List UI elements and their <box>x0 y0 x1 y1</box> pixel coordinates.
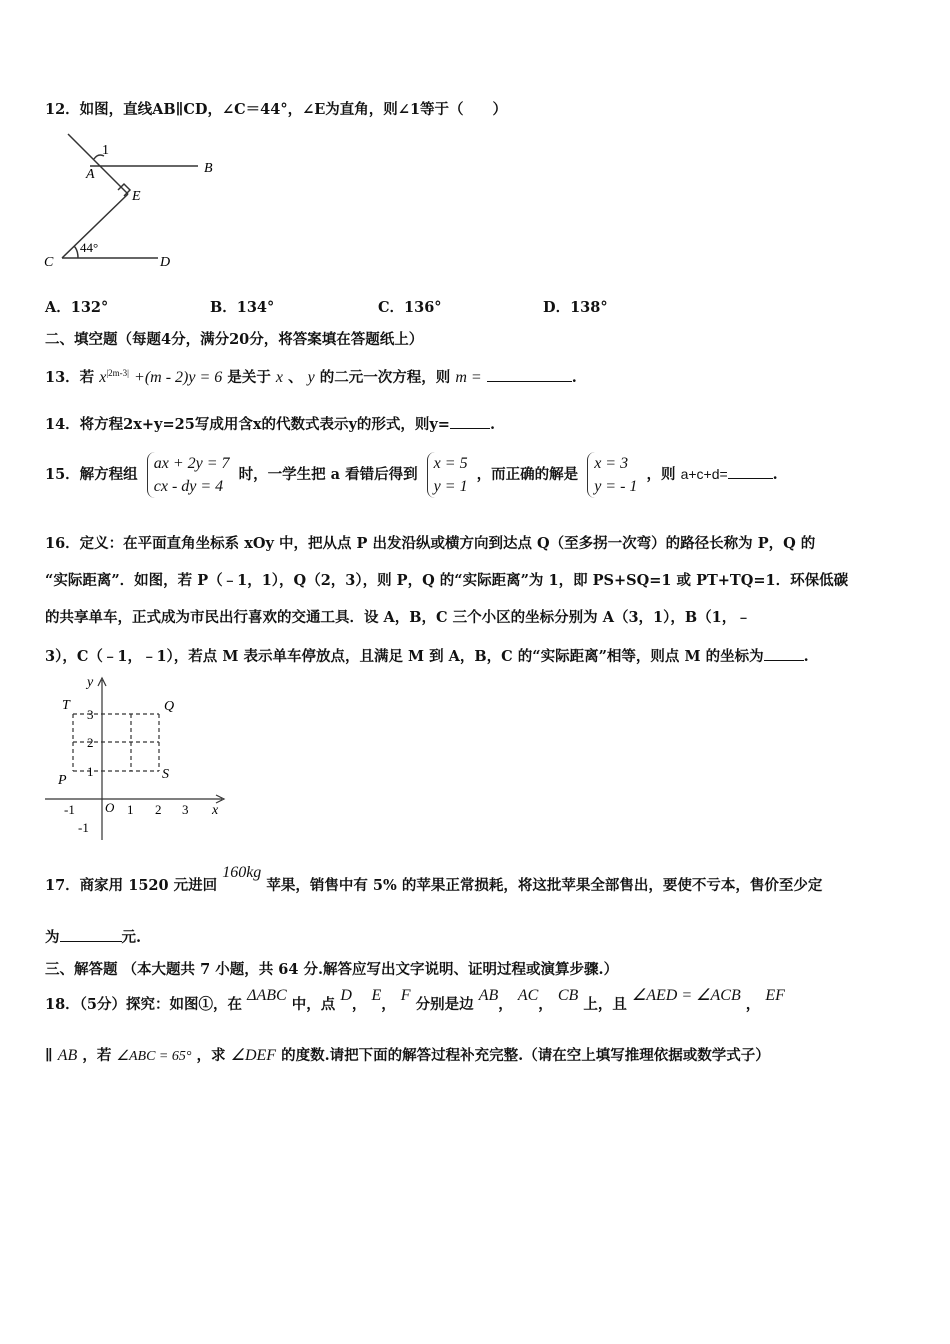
q15-mid2: ，而正确的解是 <box>476 466 579 483</box>
q18-side-ab: AB <box>478 987 499 1004</box>
q18-angle-eq: ∠AED = ∠ACB <box>631 987 741 1004</box>
q13-var2: y <box>307 368 315 386</box>
q18-side-cb: CB <box>557 987 579 1004</box>
q15-sys3-eq2: y = - 1 <box>594 478 638 495</box>
q17-line2-suffix: 元. <box>121 929 142 946</box>
q18-p4: 上，且 <box>583 996 627 1013</box>
q12-label-44: 44° <box>80 240 99 255</box>
q13-suffix: 是关于 <box>227 368 271 386</box>
q17-qty: 160kg <box>222 864 262 881</box>
q18-l2b: ，若 <box>82 1047 112 1064</box>
q13 <box>45 363 577 388</box>
q18-p2: 中，点 <box>291 996 336 1013</box>
q17 <box>45 864 823 896</box>
q16-label-O: O <box>105 800 115 815</box>
q16-line-1: 16．定义：在平面直角坐标系 xOy 中，把从点 P 出发沿纵或横方向到达点 Q（至多拐一次弯）的路径长称为 P，Q 的 <box>45 535 816 552</box>
section3-heading: 三、解答题 （本大题共 7 小题，共 64 分.解答应写出文字说明、证明过程或演算步骤.） <box>45 961 619 978</box>
q12-figure <box>40 128 230 273</box>
q15-sys2-eq2: y = 1 <box>433 478 468 495</box>
q13-end: . <box>571 368 577 386</box>
q18-l2c: ，求 <box>196 1047 226 1064</box>
q16-label-y3: 3 <box>87 707 94 722</box>
q18-comma: ， <box>745 996 761 1013</box>
q14-end: . <box>489 416 496 433</box>
q18-point-f: F <box>400 987 411 1004</box>
q16-line-2: “实际距离”．如图，若 P（﹣1，1），Q（2，3），则 P，Q 的“实际距离”为 1，即 PS+SQ=1 或 PT+TQ=1．环保低碳 <box>45 572 849 589</box>
q16-label-T: T <box>62 698 70 713</box>
q13-base: x <box>99 368 107 386</box>
q16-line-4 <box>45 646 809 667</box>
q15-sys2-eq1: x = 5 <box>433 455 468 472</box>
q13-suffix2: 的二元一次方程，则 <box>319 368 451 386</box>
q12-option-c: C．136° <box>378 299 442 316</box>
q13-m-eq: m = <box>455 368 482 386</box>
q15-mid3: ，则 <box>646 466 676 483</box>
q15-system-3 <box>587 452 637 498</box>
q13-answer-blank[interactable] <box>487 367 572 382</box>
q18-line-1: 18．（5分）探究：如图①，在 ΔABC 中，点 D， E， F 分别是边 AB， AC， CB 上，且 ∠AED = ∠ACB ， EF <box>45 987 785 1013</box>
q15-system-2 <box>427 452 468 498</box>
q16-label-S: S <box>162 767 169 782</box>
q13-var1: x <box>275 368 283 386</box>
q16-label-P: P <box>58 773 67 788</box>
q15-sys1-eq2: cx - dy = 4 <box>153 478 224 495</box>
q18-point-d: D <box>340 987 352 1004</box>
q12-label-E: E <box>132 189 141 204</box>
q18-line-2 <box>45 1046 770 1067</box>
q15-expr: a+c+d= <box>680 466 728 482</box>
q16-answer-blank[interactable] <box>764 646 804 661</box>
q16-line-3: 的共享单车，正式成为市民出行喜欢的交通工具．设 A，B，C 三个小区的坐标分别为 A（3，1），B（1，﹣ <box>45 609 751 626</box>
q18-ef: EF <box>765 987 785 1004</box>
q12-label-C: C <box>44 255 54 270</box>
q17-prefix: 17．商家用 1520 元进回 <box>45 877 218 894</box>
q12-label-A: A <box>86 167 95 182</box>
q13-sep: 、 <box>288 368 303 386</box>
q13-exponent: |2m-3| <box>106 368 129 378</box>
q18-p1: 18．（5分）探究：如图①，在 <box>45 996 243 1013</box>
q15-end: . <box>772 466 778 483</box>
q12-label-1: 1 <box>102 143 109 158</box>
q18-ab2: AB <box>57 1047 78 1064</box>
q18-side-ac: AC <box>517 987 539 1004</box>
q18-point-e: E <box>371 987 382 1004</box>
q17-line2-prefix: 为 <box>45 929 60 946</box>
q16-label-y2: 2 <box>87 735 94 750</box>
q15-mid1: 时，一学生把 a 看错后得到 <box>238 466 418 483</box>
q15-answer-blank[interactable] <box>728 464 773 479</box>
q14-text: 14．将方程2x+y=25写成用含x的代数式表示y的形式，则y= <box>45 416 450 433</box>
q18-angle-abc: ∠ABC = 65° <box>116 1049 192 1064</box>
q15-system-1 <box>147 452 230 498</box>
q18-l2d: 的度数.请把下面的解答过程补充完整.（请在空上填写推理依据或数学式子） <box>281 1047 770 1064</box>
q16-label-x1: 1 <box>127 802 134 817</box>
q18-p3: 分别是边 <box>415 996 474 1013</box>
q16-label-x2: 2 <box>155 802 162 817</box>
q17-suffix: 苹果，销售中有 5% 的苹果正常损耗，将这批苹果全部售出，要使不亏本，售价至少定 <box>266 877 823 894</box>
q15 <box>45 448 778 501</box>
q12-option-b: B．134° <box>210 299 275 316</box>
q16-end: . <box>803 648 809 665</box>
q12-stem: 12．如图，直线AB∥CD，∠C＝44°，∠E为直角，则∠1等于（ ） <box>45 101 508 118</box>
q16-label-x: x <box>212 803 219 818</box>
q13-middle: +(m - 2)y = 6 <box>134 368 223 386</box>
section2-heading: 二、填空题（每题4分，满分20分，将答案填在答题纸上） <box>45 331 424 348</box>
q18-parallel: ∥ <box>45 1047 53 1064</box>
q15-sys3-eq1: x = 3 <box>594 455 629 472</box>
q12-label-D: D <box>160 255 171 270</box>
q16-label-Q: Q <box>164 699 175 714</box>
q14-answer-blank[interactable] <box>450 414 490 429</box>
q16-grid-figure <box>40 672 235 844</box>
q12-option-d: D．138° <box>543 299 608 316</box>
q13-prefix: 13．若 <box>45 368 95 386</box>
q16-line-4-text: 3），C（﹣1，﹣1），若点 M 表示单车停放点，且满足 M 到 A，B，C 的“实际距离”相等，则点 M 的坐标为 <box>45 648 764 665</box>
q16-label-y: y <box>87 675 94 690</box>
q16-label-x3: 3 <box>182 802 189 817</box>
q14 <box>45 414 495 435</box>
q16-label-y1: 1 <box>87 764 94 779</box>
q17-answer-blank[interactable] <box>60 927 122 942</box>
q16-label-y-neg1: -1 <box>78 820 89 835</box>
q17-line-2 <box>45 927 141 948</box>
q15-prefix: 15．解方程组 <box>45 466 138 483</box>
q18-angle-def: ∠DEF <box>230 1047 277 1064</box>
q16-label-x-neg1: -1 <box>64 802 75 817</box>
q12-option-a: A．132° <box>45 299 109 316</box>
q15-sys1-eq1: ax + 2y = 7 <box>153 455 230 472</box>
q18-triangle: ΔABC <box>247 987 287 1004</box>
q12-label-B: B <box>204 161 213 176</box>
